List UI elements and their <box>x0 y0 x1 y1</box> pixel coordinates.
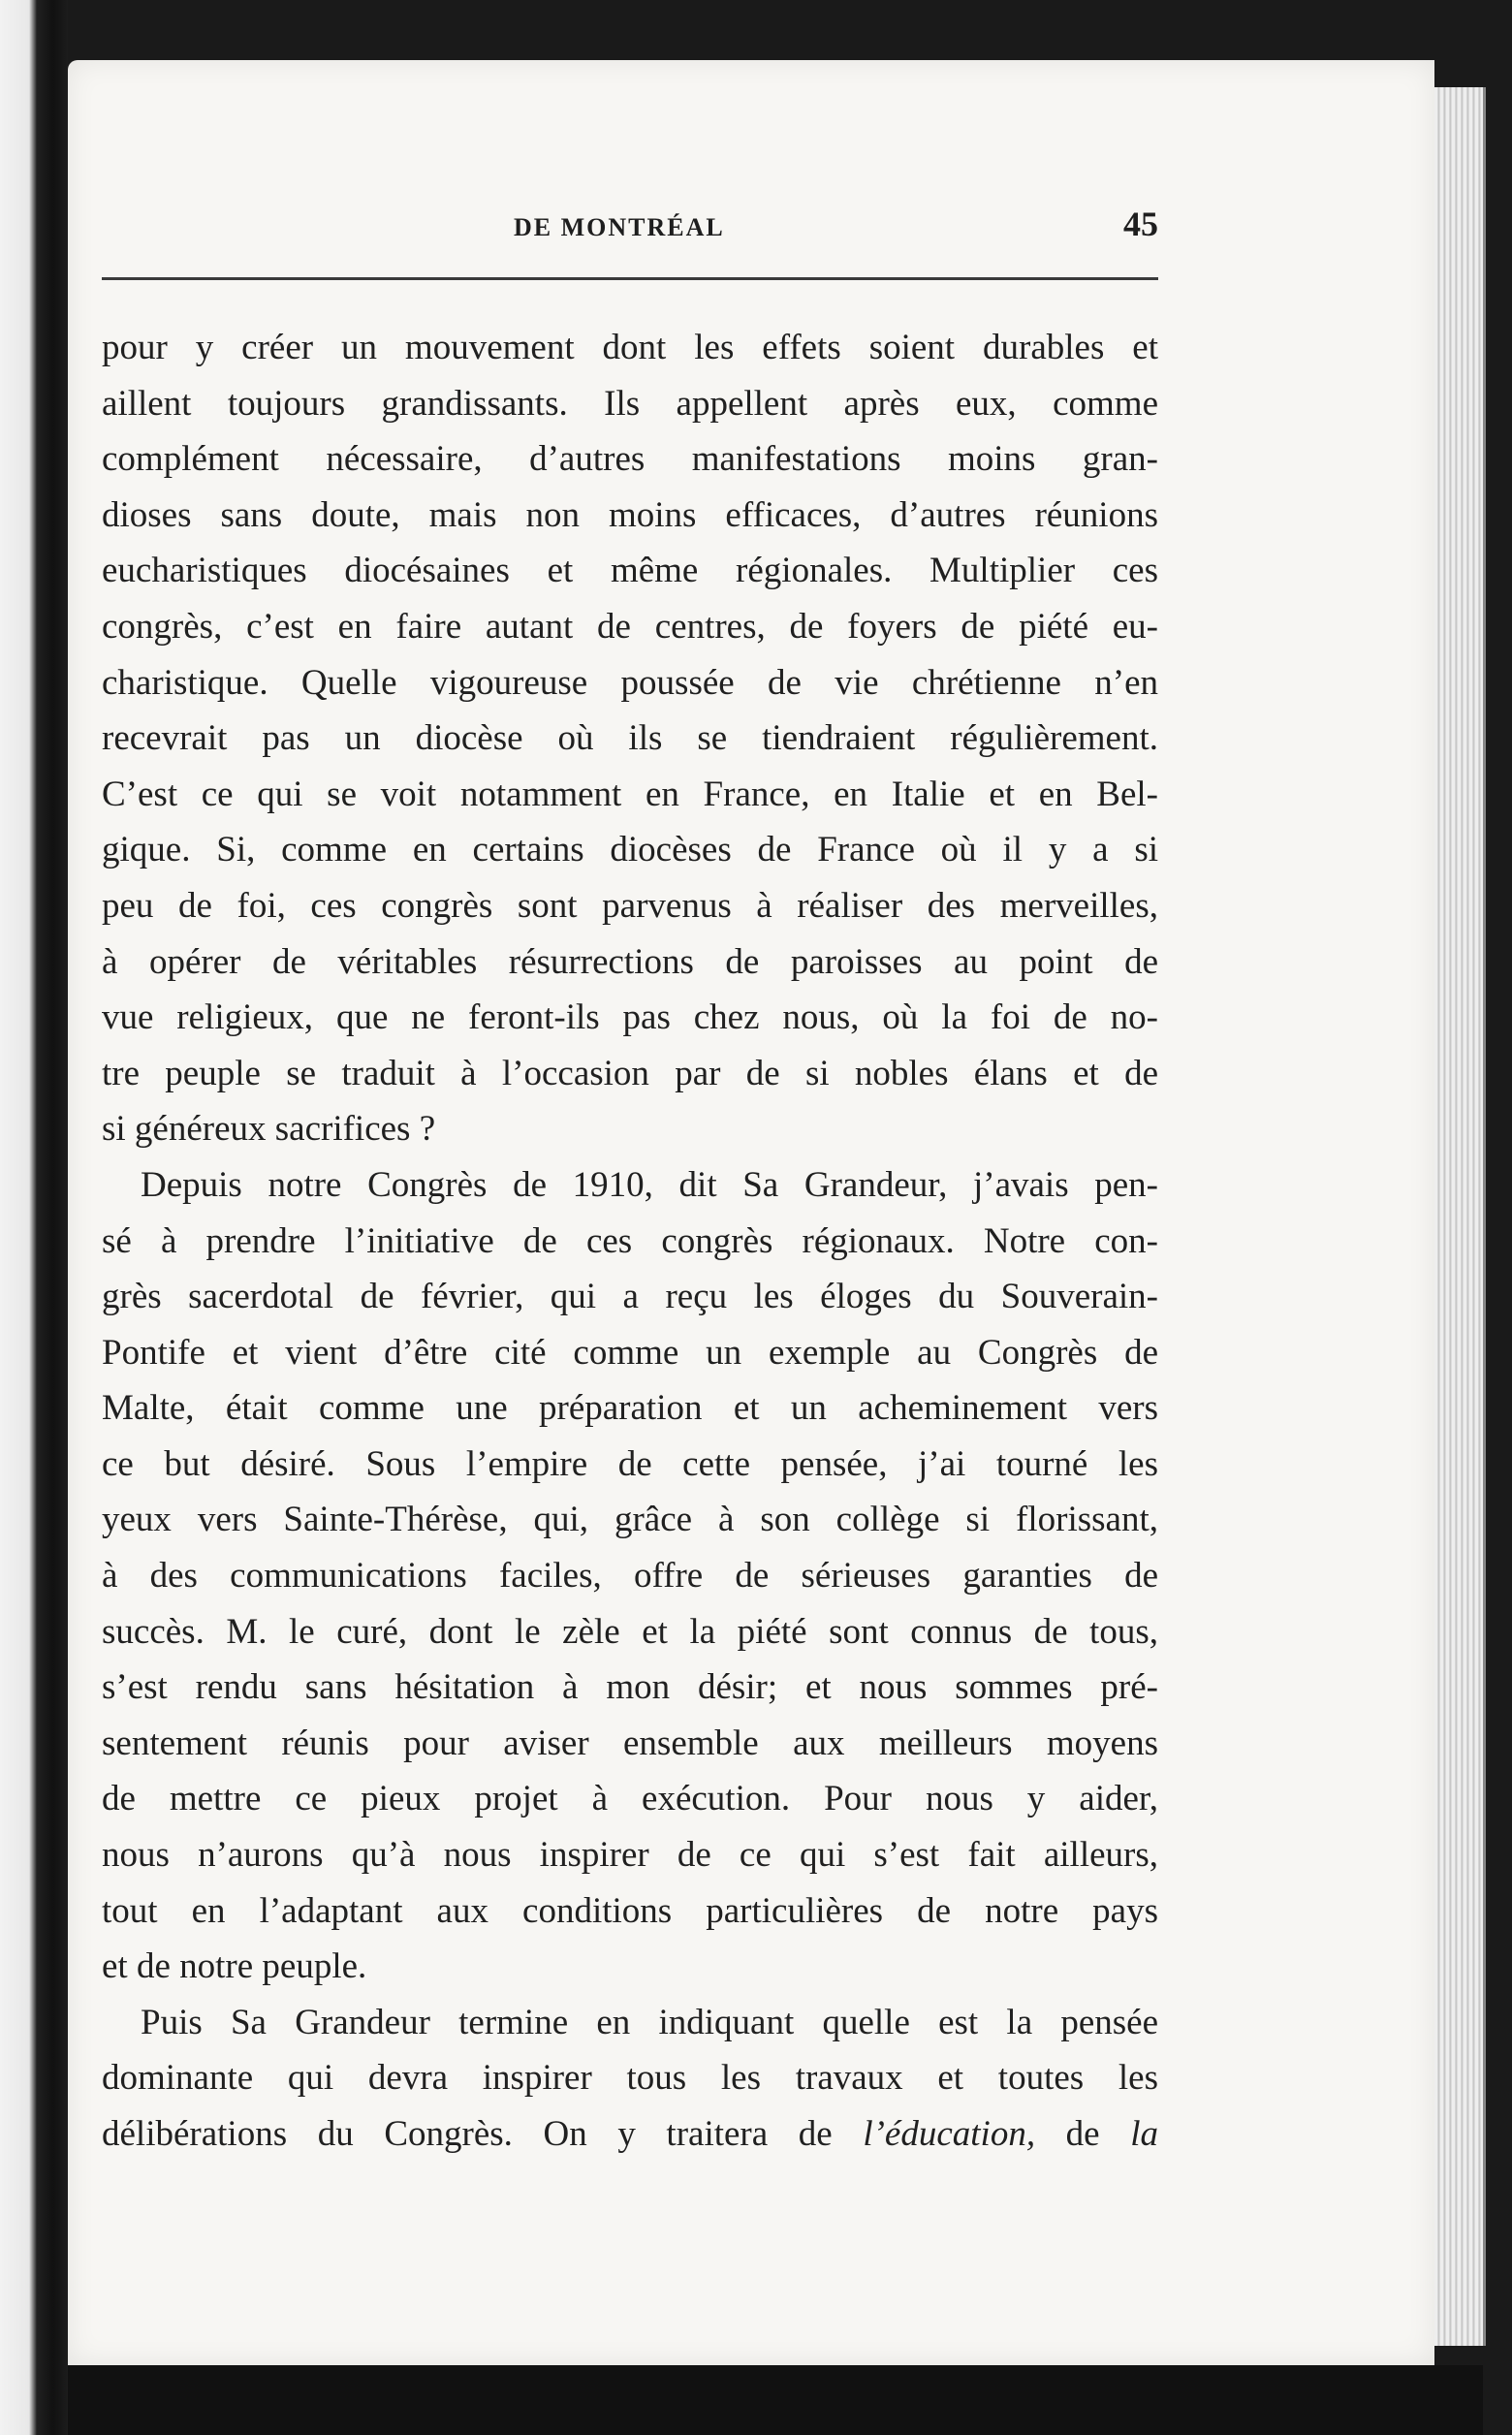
final-line-text: délibérations du Congrès. On y traitera de <box>102 2114 864 2154</box>
text-line: Pontife et vient d’être cité comme un exemple au Congrès de <box>102 1332 1158 1373</box>
text-line: s’est rendu sans hésitation à mon désir; et nous sommes pré- <box>102 1667 1158 1708</box>
page-header <box>102 204 1158 262</box>
running-title: DE MONTRÉAL <box>514 213 725 241</box>
text-line: Malte, était comme une préparation et un acheminement vers <box>102 1388 1158 1429</box>
text-line: yeux vers Sainte-Thérèse, qui, grâce à son collège si florissant, <box>102 1500 1158 1540</box>
text-line: à des communications faciles, offre de sérieuses garanties de <box>102 1556 1158 1597</box>
italic-term-la: la <box>1130 2114 1158 2154</box>
text-line: Puis Sa Grandeur termine en indiquant quelle est la pensée <box>141 2002 1158 2042</box>
text-line: dioses sans doute, mais non moins efficaces, d’autres réunions <box>102 494 1158 535</box>
text-line: eucharistiques diocésaines et même régionales. Multiplier ces <box>102 551 1158 591</box>
body-text <box>102 320 1158 2163</box>
text-line: nous n’aurons qu’à nous inspirer de ce qui s’est fait ailleurs, <box>102 1835 1158 1876</box>
text-line: dominante qui devra inspirer tous les travaux et toutes les <box>102 2058 1158 2099</box>
text-line-final <box>102 2106 1158 2163</box>
text-line: vue religieux, que ne feront-ils pas chez nous, où la foi de no- <box>102 997 1158 1038</box>
page-number: 45 <box>1123 205 1158 243</box>
final-line-connector: de <box>1035 2114 1131 2154</box>
text-line: tre peuple se traduit à l’occasion par de si nobles élans et de <box>102 1053 1158 1093</box>
text-line: charistique. Quelle vigoureuse poussée de vie chrétienne n’en <box>102 662 1158 703</box>
text-line: peu de foi, ces congrès sont parvenus à réaliser des merveilles, <box>102 885 1158 926</box>
text-line: aillent toujours grandissants. Ils appellent après eux, comme <box>102 383 1158 424</box>
text-line: recevrait pas un diocèse où ils se tiendraient régulièrement. <box>102 718 1158 759</box>
scan-border <box>68 2365 1483 2435</box>
text-line: gique. Si, comme en certains diocèses de France où il y a si <box>102 830 1158 870</box>
text-line: Depuis notre Congrès de 1910, dit Sa Grandeur, j’avais pen- <box>141 1164 1158 1205</box>
text-line: sentement réunis pour aviser ensemble aux meilleurs moyens <box>102 1723 1158 1763</box>
text-line: C’est ce qui se voit notamment en France, en Italie et en Bel- <box>102 774 1158 814</box>
book-gutter <box>0 0 68 2435</box>
text-line: grès sacerdotal de février, qui a reçu les éloges du Souverain- <box>102 1277 1158 1317</box>
header-rule <box>102 277 1158 280</box>
text-line: pour y créer un mouvement dont les effets soient durables et <box>102 328 1158 367</box>
text-line: sé à prendre l’initiative de ces congrès régionaux. Notre con- <box>102 1220 1158 1261</box>
text-line: complément nécessaire, d’autres manifestations moins gran- <box>102 439 1158 480</box>
page-edges <box>1434 87 1486 2346</box>
italic-term-education: l’éducation, <box>863 2114 1036 2154</box>
text-line: de mettre ce pieux projet à exécution. Pour nous y aider, <box>102 1779 1158 1819</box>
text-line: succès. M. le curé, dont le zèle et la piété sont connus de tous, <box>102 1611 1158 1652</box>
text-line: si généreux sacrifices ? <box>102 1109 436 1150</box>
text-line: à opérer de véritables résurrections de paroisses au point de <box>102 941 1158 982</box>
text-line: tout en l’adaptant aux conditions particulières de notre pays <box>102 1890 1158 1931</box>
text-line: congrès, c’est en faire autant de centres, de foyers de piété eu- <box>102 606 1158 647</box>
text-line: et de notre peuple. <box>102 1946 367 1987</box>
text-line: ce but désiré. Sous l’empire de cette pensée, j’ai tourné les <box>102 1443 1158 1484</box>
